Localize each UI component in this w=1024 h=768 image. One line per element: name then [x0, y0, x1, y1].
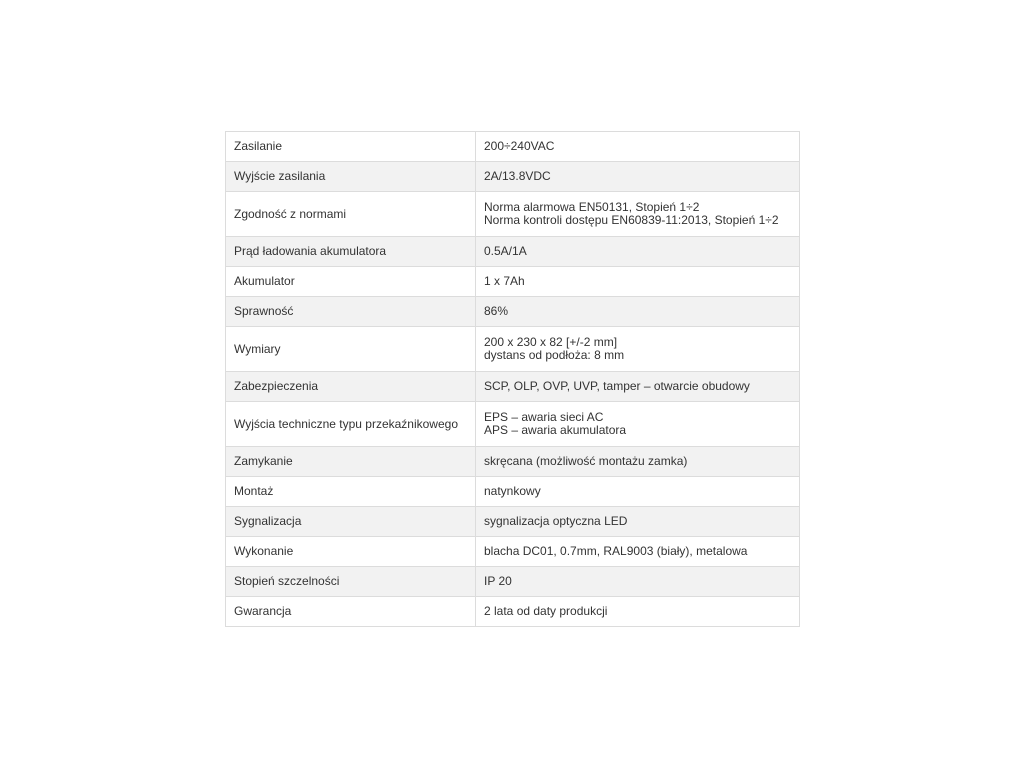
spec-value [476, 192, 800, 237]
spec-value-line: 86% [484, 304, 509, 318]
spec-value [476, 567, 800, 597]
spec-value-line: 2 lata od daty produkcji [484, 604, 608, 618]
table-row [226, 237, 800, 267]
spec-value-line: sygnalizacja optyczna LED [484, 514, 628, 528]
spec-value-line: 0.5A/1A [484, 244, 527, 258]
spec-value-line: EPS – awaria sieci AC [484, 410, 604, 424]
spec-value [476, 132, 800, 162]
spec-label: Wyjścia techniczne typu przekaźnikowego [226, 402, 476, 447]
specification-table [225, 131, 800, 627]
table-row [226, 507, 800, 537]
spec-value-line: dystans od podłoża: 8 mm [484, 348, 625, 362]
spec-value-line: IP 20 [484, 574, 512, 588]
spec-value [476, 537, 800, 567]
spec-label: Montaż [226, 477, 476, 507]
spec-value [476, 507, 800, 537]
table-row [226, 132, 800, 162]
table-row [226, 267, 800, 297]
table-row [226, 162, 800, 192]
spec-label: Prąd ładowania akumulatora [226, 237, 476, 267]
spec-value-line: 1 x 7Ah [484, 274, 525, 288]
spec-label: Gwarancja [226, 597, 476, 627]
spec-value [476, 297, 800, 327]
spec-value-line: skręcana (możliwość montażu zamka) [484, 454, 688, 468]
table-row [226, 192, 800, 237]
table-row [226, 402, 800, 447]
spec-label: Zasilanie [226, 132, 476, 162]
spec-value [476, 237, 800, 267]
spec-label: Akumulator [226, 267, 476, 297]
spec-label: Wyjście zasilania [226, 162, 476, 192]
spec-value-line: Norma kontroli dostępu EN60839-11:2013, Stopień 1÷2 [484, 213, 779, 227]
spec-value-line: 2A/13.8VDC [484, 169, 551, 183]
spec-value-line: Norma alarmowa EN50131, Stopień 1÷2 [484, 200, 700, 214]
spec-value [476, 162, 800, 192]
table-row [226, 447, 800, 477]
spec-label: Sygnalizacja [226, 507, 476, 537]
spec-label: Zamykanie [226, 447, 476, 477]
spec-value [476, 372, 800, 402]
spec-value [476, 597, 800, 627]
spec-value-line: APS – awaria akumulatora [484, 423, 627, 437]
table-row [226, 372, 800, 402]
table-row [226, 567, 800, 597]
spec-value [476, 327, 800, 372]
spec-value [476, 447, 800, 477]
table-row [226, 327, 800, 372]
spec-label: Wykonanie [226, 537, 476, 567]
spec-value-line: 200 x 230 x 82 [+/-2 mm] [484, 335, 618, 349]
spec-value [476, 477, 800, 507]
spec-value [476, 267, 800, 297]
spec-label: Stopień szczelności [226, 567, 476, 597]
spec-value-line: blacha DC01, 0.7mm, RAL9003 (biały), metalowa [484, 544, 748, 558]
spec-value-line: 200÷240VAC [484, 139, 555, 153]
spec-label: Zgodność z normami [226, 192, 476, 237]
table-row [226, 597, 800, 627]
spec-label: Zabezpieczenia [226, 372, 476, 402]
spec-label: Sprawność [226, 297, 476, 327]
table-row [226, 537, 800, 567]
table-row [226, 477, 800, 507]
spec-value-line: natynkowy [484, 484, 541, 498]
spec-value-line: SCP, OLP, OVP, UVP, tamper – otwarcie obudowy [484, 379, 750, 393]
table-row [226, 297, 800, 327]
spec-value [476, 402, 800, 447]
spec-label: Wymiary [226, 327, 476, 372]
